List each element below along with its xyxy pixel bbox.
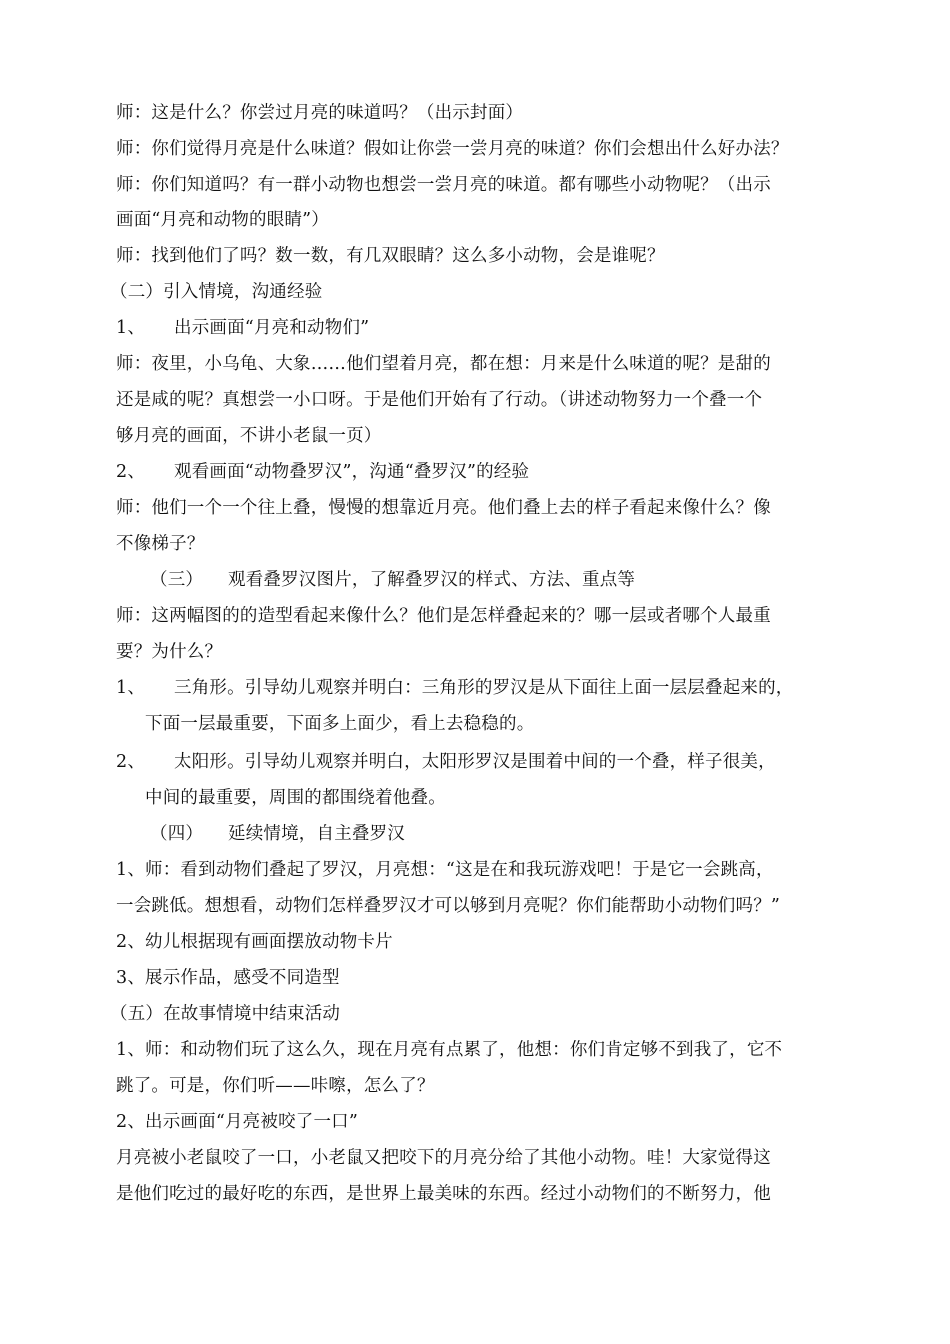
text-line: 中间的最重要，周围的都围绕着他叠。 [145,788,446,808]
item-text: 出示画面“月亮和动物们” [174,318,370,338]
section-title: 延续情境，自主叠罗汉 [228,824,405,844]
text-line: 够月亮的画面，不讲小老鼠一页） [116,426,382,446]
item-text: 三角形。引导幼儿观察并明白：三角形的罗汉是从下面往上面一层层叠起来的， [174,678,794,698]
section-number: （四） [150,824,204,844]
item-number: 1、 [116,318,146,338]
text-line: 师：找到他们了吗？数一数，有几双眼睛？这么多小动物，会是谁呢？ [116,246,665,266]
text-line: 师：他们一个一个往上叠，慢慢的想靠近月亮。他们叠上去的样子看起来像什么？像 [116,498,771,518]
text-line: 画面“月亮和动物的眼睛”） [116,210,329,230]
text-line: 师：你们知道吗？有一群小动物也想尝一尝月亮的味道。都有哪些小动物呢？（出示 [116,175,771,195]
text-line: 不像梯子？ [116,534,205,554]
text-line: 是他们吃过的最好吃的东西，是世界上最美味的东西。经过小动物们的不断努力，他 [116,1184,771,1204]
numbered-item [116,676,836,700]
section-heading [150,568,870,592]
text-line: 月亮被小老鼠咬了一口，小老鼠又把咬下的月亮分给了其他小动物。哇！大家觉得这 [116,1148,771,1168]
text-line: 师：夜里，小乌龟、大象……他们望着月亮，都在想：月来是什么味道的呢？是甜的 [116,354,771,374]
section-heading [150,822,870,846]
text-line: 还是咸的呢？真想尝一小口呀。于是他们开始有了行动。（讲述动物努力一个叠一个 [116,390,763,410]
text-line: 2、幼儿根据现有画面摆放动物卡片 [116,932,393,952]
text-line: 一会跳低。想想看，动物们怎样叠罗汉才可以够到月亮呢？你们能帮助小动物们吗？” [116,896,781,916]
text-line: 2、出示画面“月亮被咬了一口” [116,1112,359,1132]
section-title: 观看叠罗汉图片，了解叠罗汉的样式、方法、重点等 [228,570,636,590]
item-number: 2、 [116,462,146,482]
text-line: 师：这两幅图的的造型看起来像什么？他们是怎样叠起来的？哪一层或者哪个人最重 [116,606,771,626]
item-text: 太阳形。引导幼儿观察并明白，太阳形罗汉是围着中间的一个叠，样子很美， [174,752,776,772]
numbered-item [116,750,836,774]
section-heading: （五）在故事情境中结束活动 [110,1004,341,1024]
item-number: 2、 [116,752,146,772]
text-line: 师：这是什么？你尝过月亮的味道吗？（出示封面） [116,103,524,123]
section-heading: （二）引入情境，沟通经验 [110,282,323,302]
section-number: （三） [150,570,204,590]
item-number: 1、 [116,678,146,698]
text-line: 3、展示作品，感受不同造型 [116,968,340,988]
text-line: 要？为什么？ [116,642,223,662]
text-line: 下面一层最重要，下面多上面少，看上去稳稳的。 [145,714,535,734]
text-line: 1、师：和动物们玩了这么久，现在月亮有点累了，他想：你们肯定够不到我了，它不 [116,1040,783,1060]
numbered-item [116,316,836,340]
text-line: 师：你们觉得月亮是什么味道？假如让你尝一尝月亮的味道？你们会想出什么好办法？ [116,139,789,159]
numbered-item [116,460,836,484]
text-line: 1、师：看到动物们叠起了罗汉，月亮想：“这是在和我玩游戏吧！于是它一会跳高， [116,860,774,880]
item-text: 观看画面“动物叠罗汉”，沟通“叠罗汉”的经验 [174,462,530,482]
text-line: 跳了。可是，你们听——咔嚓，怎么了？ [116,1076,435,1096]
